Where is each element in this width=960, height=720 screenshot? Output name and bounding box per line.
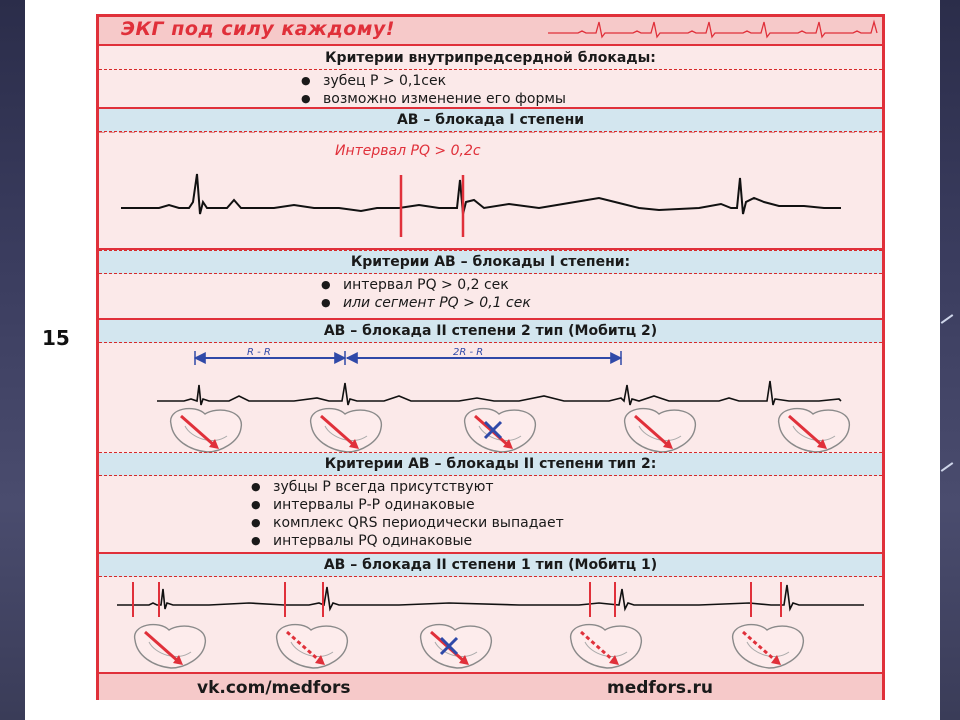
card-footer xyxy=(99,672,882,700)
intraatrial-list xyxy=(279,72,882,108)
heart-conduction-icon xyxy=(277,625,348,668)
heart-blocked-icon xyxy=(421,625,492,668)
ecg-card xyxy=(96,14,885,700)
intraatrial-heading: Критерии внутрипредсердной блокады: xyxy=(99,47,882,70)
pq-interval-label: Интервал PQ > 0,2c xyxy=(335,143,481,159)
av2-type2-criteria-section xyxy=(99,452,882,552)
heart-conduction-icon xyxy=(733,625,804,668)
edge-decoration xyxy=(941,462,954,472)
list-item: ● или сегмент PQ > 0,1 сек xyxy=(299,294,882,312)
av2-type1-heading: АВ – блокада II степени 1 тип (Мобитц 1) xyxy=(99,554,882,577)
av1-criteria-list xyxy=(299,276,882,312)
list-item: ● зубец Р > 0,1сек xyxy=(279,72,882,90)
av1-criteria-section xyxy=(99,250,882,318)
av2-type1-hearts xyxy=(99,622,882,674)
list-item: ● интервалы Р-Р одинаковые xyxy=(229,496,882,514)
heart-conduction-icon xyxy=(571,625,642,668)
list-item: ● зубцы Р всегда присутствуют xyxy=(229,478,882,496)
av1-section xyxy=(99,107,882,250)
list-item: ● интервал PQ > 0,2 сек xyxy=(299,276,882,294)
title-ecg-trace xyxy=(548,19,878,41)
list-item: ● возможно изменение его формы xyxy=(279,90,882,108)
av1-criteria-heading: Критерии АВ – блокады I степени: xyxy=(99,250,882,274)
title-band xyxy=(99,17,882,46)
heart-conduction-icon xyxy=(625,409,696,452)
av1-heading: АВ – блокада I степени xyxy=(99,109,882,132)
intraatrial-section xyxy=(99,47,882,107)
footer-left-link[interactable]: vk.com/medfors xyxy=(197,678,351,698)
heart-conduction-icon xyxy=(779,409,850,452)
rr-label: R - R xyxy=(247,347,271,358)
2rr-label: 2R - R xyxy=(453,347,484,358)
slide-number: 15 xyxy=(42,326,70,350)
av1-ecg-strip xyxy=(99,132,882,248)
list-item: ● комплекс QRS периодически выпадает xyxy=(229,514,882,532)
edge-decoration xyxy=(941,314,954,324)
heart-conduction-icon xyxy=(135,625,206,668)
av2-type2-section xyxy=(99,318,882,452)
heart-conduction-icon xyxy=(171,409,242,452)
av2-type2-criteria-list xyxy=(229,478,882,550)
av2-type2-heading: АВ – блокада II степени 2 тип (Мобитц 2) xyxy=(99,320,882,343)
av2-type2-hearts xyxy=(99,406,882,454)
heart-blocked-icon xyxy=(465,409,536,452)
list-item: ● интервалы PQ одинаковые xyxy=(229,532,882,550)
footer-right-link[interactable]: medfors.ru xyxy=(607,678,713,698)
av2-type1-section xyxy=(99,552,882,672)
card-title: ЭКГ под силу каждому! xyxy=(121,18,395,40)
heart-conduction-icon xyxy=(311,409,382,452)
av2-type2-criteria-heading: Критерии АВ – блокады II степени тип 2: xyxy=(99,453,882,476)
